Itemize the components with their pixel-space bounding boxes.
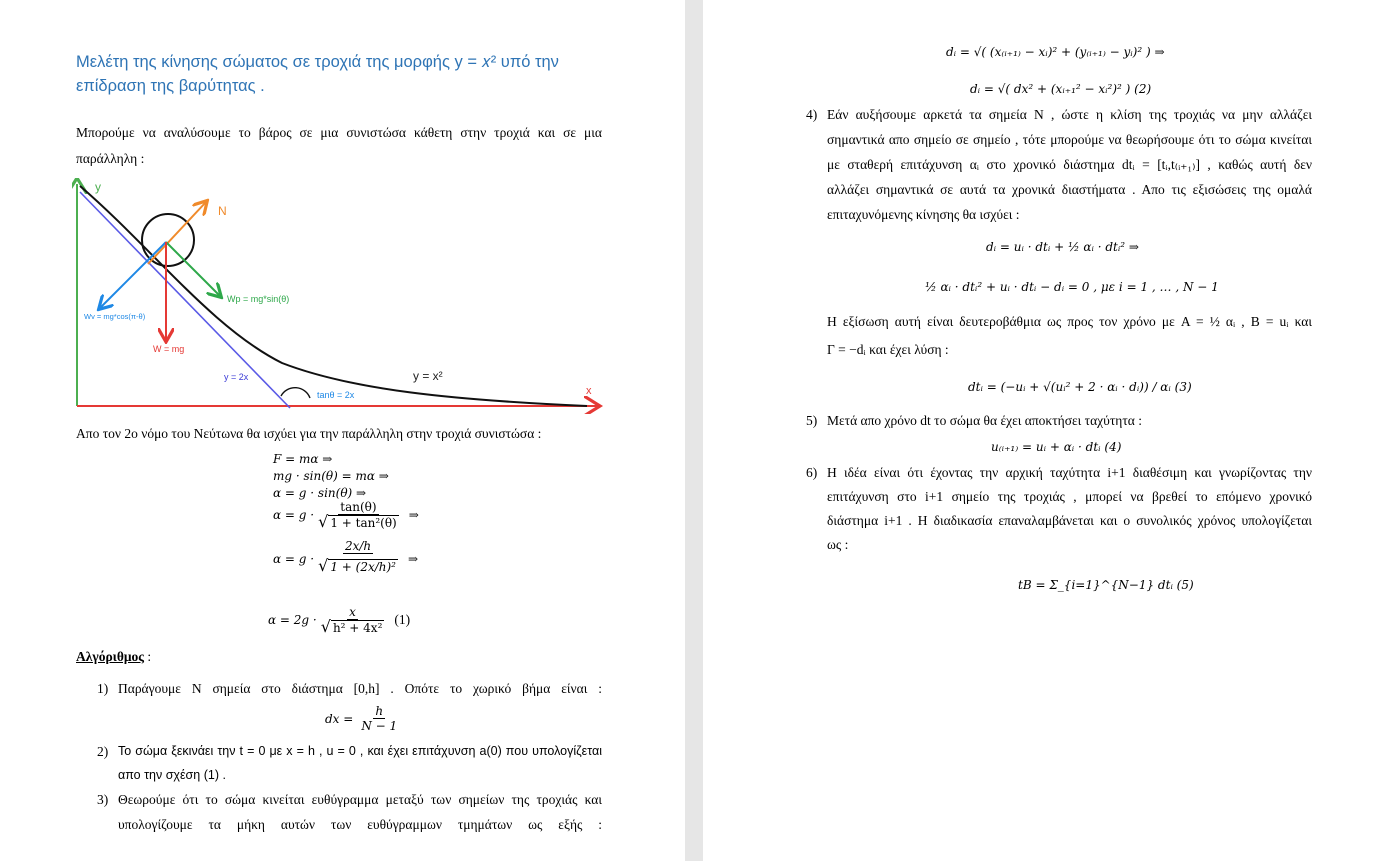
perpendicular-component-arrow bbox=[100, 242, 166, 308]
eq6-prefix: α = 2g · bbox=[268, 613, 317, 627]
newton-law-line: Απο τον 2ο νόμο του Νεύτωνα θα ισχύει για την παράλληλη στην τροχιά συνιστώσα : bbox=[76, 426, 542, 441]
item-3-text-continued: υπολογίζουμε τα μήκη αυτών των ευθύγραμμων τμημάτων ως εξής : bbox=[118, 817, 602, 832]
intro-paragraph-line-1: Μπορούμε να αναλύσουμε το βάρος σε μια συνιστώσα κάθετη στην τροχιά και σε μια bbox=[76, 125, 602, 140]
item-3-number: 3) bbox=[97, 792, 109, 807]
equation-mg-sin: mg · sin(θ) = mα ⇒ bbox=[273, 469, 389, 483]
item-1-number: 1) bbox=[97, 681, 109, 696]
intro-paragraph-line-2: παράλληλη : bbox=[76, 151, 145, 166]
label-y-axis: y bbox=[95, 180, 101, 194]
item-5-number: 5) bbox=[806, 413, 818, 428]
equation-a-tan: α = g · $\frac{\tan(\theta)}{\text{√ 1 + tan²(θ)}}$ ⇒ bbox=[273, 500, 419, 531]
label-x-axis: x bbox=[586, 385, 592, 397]
normal-force-arrow bbox=[148, 202, 206, 264]
eq5-prefix: α = g · bbox=[273, 552, 315, 566]
item-4-line-4: αλλάζει σημαντικά σε αυτά τα χρονικά διαστήματα . Απο τις εξισώσεις της ομαλά bbox=[827, 182, 1312, 197]
equation-velocity-update: u₍ᵢ₊₁₎ = uᵢ + αᵢ · dtᵢ (4) bbox=[991, 440, 1122, 454]
equation-distance-1: dᵢ = √( (x₍ᵢ₊₁₎ − xᵢ)² + (y₍ᵢ₊₁₎ − yᵢ)² ) ⇒ bbox=[946, 45, 1165, 59]
item-1-text: Παράγουμε Ν σημεία στο διάστημα [0,h] . Οπότε το χωρικό βήμα είναι : bbox=[118, 681, 602, 696]
dx-prefix: dx = bbox=[325, 711, 354, 726]
dx-numerator: h bbox=[375, 704, 384, 718]
document-title-line-2: επίδραση της βαρύτητας . bbox=[76, 77, 265, 95]
algorithm-heading-word: Αλγόριθμος bbox=[76, 649, 145, 664]
algorithm-heading-colon: : bbox=[144, 649, 152, 664]
item-4-line-1: Εάν αυξήσουμε αρκετά τα σημεία Ν , ώστε η κλίση της τροχιάς να μην αλλάζει bbox=[827, 107, 1312, 122]
eq4-numerator: tan(θ) bbox=[340, 500, 377, 514]
equation-force: F = mα ⇒ bbox=[273, 452, 333, 466]
equation-dt-solution: dtᵢ = (−uᵢ + √(uᵢ² + 2 · αᵢ · dᵢ)) / αᵢ (3) bbox=[968, 380, 1192, 394]
item-2-text-continued: απο την σχέση (1) . bbox=[118, 768, 226, 782]
label-tangent-line: y = 2x bbox=[224, 372, 249, 382]
label-wv: Wv = mg*cos(π-θ) bbox=[84, 312, 146, 321]
force-diagram-figure bbox=[72, 178, 608, 414]
equation-distance-2: dᵢ = √( dx² + (xᵢ₊₁² − xᵢ²)² ) (2) bbox=[970, 82, 1152, 96]
label-weight: W = mg bbox=[153, 344, 185, 354]
document-title-line-1: Μελέτη της κίνησης σώματος σε τροχιά της μορφής y = 𝑥² υπό την bbox=[76, 53, 559, 71]
eq4-denominator: 1 + tan²(θ) bbox=[330, 516, 397, 530]
item-6-number: 6) bbox=[806, 465, 818, 480]
quadratic-description-line-1: Η εξίσωση αυτή είναι δευτεροβάθμια ως προς τον χρόνο με A = ½ αᵢ , B = uᵢ και bbox=[827, 314, 1312, 329]
equation-a-g-sin: α = g · sin(θ) ⇒ bbox=[273, 486, 367, 500]
label-normal-force: N bbox=[218, 204, 227, 218]
dx-denominator: N − 1 bbox=[361, 719, 398, 733]
left-page bbox=[0, 0, 685, 861]
equation-kinematic-1: dᵢ = uᵢ · dtᵢ + ½ αᵢ · dtᵢ² ⇒ bbox=[986, 240, 1139, 254]
item-3-text: Θεωρούμε ότι το σώμα κινείται ευθύγραμμα μεταξύ των σημείων της τροχιάς και bbox=[118, 792, 602, 807]
eq5-denominator: 1 + (2x/h)² bbox=[330, 560, 396, 574]
eq4-implies: ⇒ bbox=[408, 508, 419, 522]
label-tan-theta: tanθ = 2x bbox=[317, 390, 355, 400]
label-curve: y = x² bbox=[413, 369, 443, 383]
equation-total-time: tB = Σ_{i=1}^{N−1} dtᵢ (5) bbox=[1018, 578, 1194, 592]
item-5-text: Μετά απο χρόνο dt το σώμα θα έχει αποκτήσει ταχύτητα : bbox=[827, 413, 1142, 428]
equation-a-ratio: α = g · $\frac{2x/h}{\text{√ 1 + (2x/h)²}}$ ⇒ bbox=[273, 539, 419, 575]
right-page bbox=[703, 0, 1392, 861]
equation-final-acceleration: α = 2g · $\frac{x}{\text{√ h² + 4x²}}$ (1) bbox=[268, 605, 411, 636]
item-4-number: 4) bbox=[806, 107, 818, 122]
item-2-number: 2) bbox=[97, 744, 109, 759]
item-2-text: Το σώμα ξεκινάει την t = 0 με x = h , u = 0 , και έχει επιτάχυνση a(0) που υπολογίζεται bbox=[118, 744, 602, 758]
equation-kinematic-2: ½ αᵢ · dtᵢ² + uᵢ · dtᵢ − dᵢ = 0 , με i = 1 , … , N − 1 bbox=[925, 280, 1219, 294]
item-4-line-3: με σταθερή επιτάχυνση αᵢ στο χρονικό διάστημα dtᵢ = [tᵢ,t₍ᵢ₊₁₎] , καθώς αυτή δεν bbox=[827, 157, 1312, 172]
algorithm-heading bbox=[76, 649, 151, 665]
item-4-line-2: σημαντικά απο σημείο σε σημείο , τότε μπορούμε να θεωρήσουμε ότι το σώμα κινείται bbox=[827, 132, 1312, 147]
eq6-tag: (1) bbox=[394, 612, 411, 627]
item-6-line-4: ως : bbox=[827, 537, 849, 552]
eq5-implies: ⇒ bbox=[407, 552, 419, 566]
eq5-numerator: 2x/h bbox=[344, 539, 372, 553]
label-wp: Wp = mg*sin(θ) bbox=[227, 294, 290, 304]
parabola-curve bbox=[80, 186, 587, 406]
item-6-line-2: επιτάχυνση στο i+1 σημείο της τροχιάς , μπορεί να βρεθεί το επόμενο χρονικό bbox=[827, 489, 1312, 504]
angle-arc bbox=[281, 388, 310, 398]
item-4-line-5: επιταχυνόμενης κίνησης θα ισχύει : bbox=[827, 207, 1020, 222]
eq6-numerator: x bbox=[349, 605, 356, 619]
eq6-denominator: h² + 4x² bbox=[332, 621, 383, 635]
item-6-line-1: Η ιδέα είναι ότι έχοντας την αρχική ταχύτητα i+1 διαθέσιμη και γνωρίζοντας την bbox=[827, 465, 1312, 480]
page-gap bbox=[685, 0, 703, 861]
quadratic-description-line-2: Γ = −dᵢ και έχει λύση : bbox=[827, 342, 949, 357]
eq4-prefix: α = g · bbox=[273, 508, 315, 522]
item-6-line-3: διάστημα i+1 . Η διαδικασία επαναλαμβάνεται και ο συνολικός χρόνος υπολογίζεται bbox=[827, 513, 1312, 528]
equation-dx bbox=[325, 704, 401, 733]
